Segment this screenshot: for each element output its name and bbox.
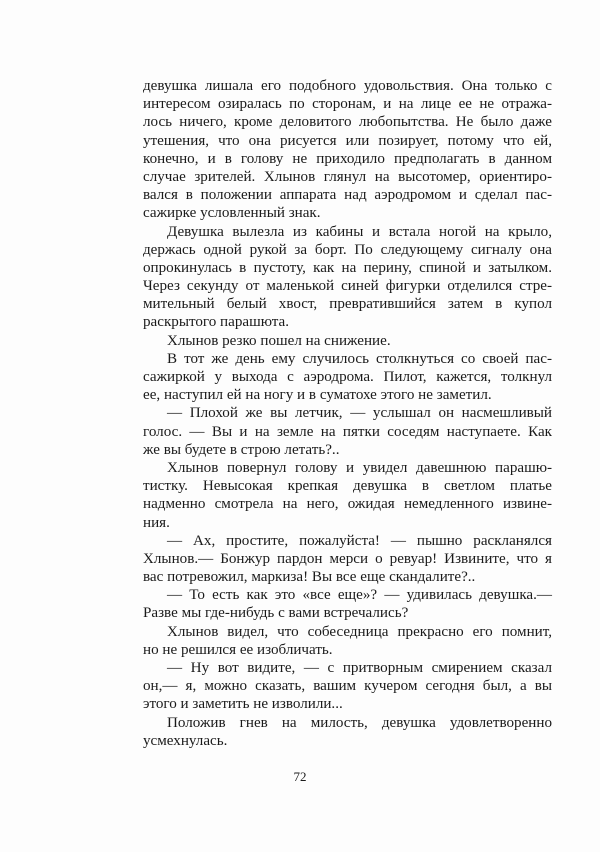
text-line: — То есть как это «все еще»? — удивилась девушка.—: [167, 587, 552, 604]
text-line: голос. — Вы и на земле на пятки соседям наступаете. Как: [143, 423, 552, 440]
text-line: сажирке условленный знак.: [143, 205, 321, 222]
text-line: держась одной рукой за борт. По следующему сигналу она: [143, 241, 552, 258]
text-line: конечно, и в голову не приходило предполагать в данном: [143, 150, 552, 167]
text-line: ния.: [143, 514, 170, 531]
text-line: этого и заметить не изволили...: [143, 696, 343, 713]
text-line: вас потревожил, маркиза! Вы все еще скандалите?..: [143, 569, 476, 586]
text-line: Хлынов.— Бонжур пардон мерси о ревуар! Извините, что я: [143, 550, 552, 567]
text-line: опрокинулась в пустоту, как на перину, спиной и затылком.: [143, 259, 552, 276]
text-line: надменно смотрела на него, ожидая немедленного извине-: [143, 496, 552, 513]
text-line: — Плохой же вы летчик, — услышал он насмешливый: [167, 405, 552, 422]
text-line: девушка лишала его подобного удовольствия. Она только с: [143, 78, 552, 94]
text-line: — Ну вот видите, — с притворным смирением сказал: [167, 660, 552, 676]
body-text: [143, 77, 552, 750]
text-line: он,— я, можно сказать, вашим кучером сегодня был, а вы: [143, 678, 552, 695]
text-line: лось ничего, кроме деловитого любопытства. Не было даже: [143, 114, 552, 131]
page-number: 72: [293, 769, 307, 784]
text-line: тистку. Невысокая крепкая девушка в светлом платье: [143, 478, 552, 495]
text-line: Хлынов резко пошел на снижение.: [167, 332, 391, 349]
text-line: интересом озиралась по сторонам, и на лице ее не отража-: [143, 96, 552, 113]
text-line: усмехнулась.: [143, 732, 228, 749]
text-line: — Ах, простите, пожалуйста! — пышно раскланялся: [167, 532, 552, 549]
text-line: вался в положении аппарата над аэродромом и сделал пас-: [143, 187, 552, 204]
text-line: Хлынов повернул голову и увидел давешнюю парашю-: [167, 459, 552, 476]
text-line: утешения, что она рисуется или позирует, потому что ей,: [143, 132, 552, 149]
text-line: В тот же день ему случилось столкнуться со своей пас-: [167, 350, 552, 367]
text-line: же вы будете в строю летать?..: [143, 441, 340, 458]
text-line: Положив гнев на милость, девушка удовлетворенно: [167, 714, 552, 731]
text-line: Хлынов видел, что собеседница прекрасно его помнит,: [167, 623, 552, 640]
text-line: но не решился ее изобличать.: [143, 641, 333, 658]
text-line: Девушка вылезла из кабины и встала ногой на крыло,: [167, 223, 552, 240]
text-line: Разве мы где-нибудь с вами встречались?: [143, 605, 409, 622]
text-line: случае зрителей. Хлынов глянул на высотомер, ориентиро-: [143, 168, 552, 185]
text-line: мительный белый хвост, превратившийся затем в купол: [143, 296, 552, 313]
text-line: Через секунду от маленькой синей фигурки отделился стре-: [143, 278, 552, 295]
text-line: раскрытого парашюта.: [143, 314, 290, 331]
text-line: сажиркой у выхода с аэродрома. Пилот, кажется, толкнул: [143, 369, 552, 385]
text-line: ее, наступил ей на ногу и в суматохе этого не заметил.: [143, 387, 492, 404]
